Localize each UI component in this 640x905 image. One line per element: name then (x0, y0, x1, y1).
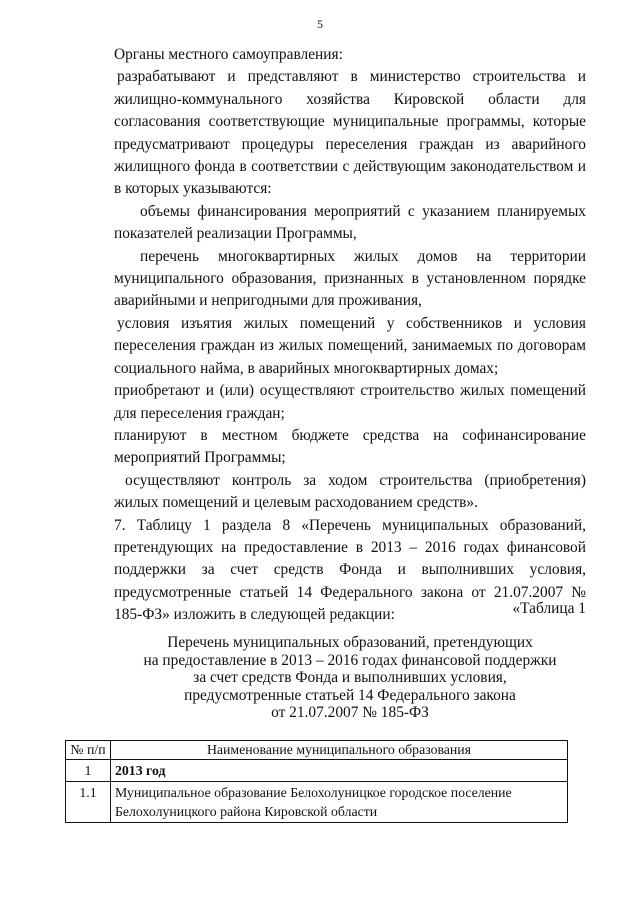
paragraph: объемы финансирования мероприятий с указанием планируемых показателей реализации Программы, (114, 202, 586, 243)
paragraph: осуществляют контроль за ходом строительства (приобретения) жилых помещений и целевым расходованием средств». (114, 471, 586, 512)
table-row (66, 782, 568, 823)
page-number: 5 (317, 17, 323, 31)
paragraph: Органы местного самоуправления: (114, 46, 343, 63)
table-title-line: от 21.07.2007 № 185-ФЗ (271, 704, 429, 721)
paragraph: разрабатывают и представляют в министерство строительства и жилищно-коммунального хозяйства Кировской области для согласования соответствующие муниципальные программы, которые предусматривают процедуры переселения граждан из аварийного жилищного фонда в соответствии с действующим законодательством и в которых указываются: (114, 68, 586, 198)
row-number: 1 (66, 760, 111, 782)
table-title-line: предусмотренные статьей 14 Федерального закона (184, 686, 516, 704)
table-row (66, 760, 568, 782)
header-number: № п/п (66, 741, 111, 760)
paragraph: перечень многоквартирных жилых домов на территории муниципального образования, признанных в установленном порядке аварийными и непригодными для проживания, (114, 247, 586, 310)
body-text (114, 44, 586, 627)
paragraph: приобретают и (или) осуществляют строительство жилых помещений для переселения граждан; (114, 382, 586, 422)
header-name: Наименование муниципального образования (111, 741, 568, 760)
paragraph: условия изъятия жилых помещений у собственников и условия переселения граждан из жилых помещений, занимаемых по договорам социального найма, в аварийных многоквартирных домах; (114, 314, 586, 377)
paragraph: планируют в местном бюджете средства на софинансирование мероприятий Программы; (114, 426, 586, 467)
table-body (66, 760, 568, 823)
row-number: 1.1 (66, 782, 111, 823)
table-title-line: Перечень муниципальных образований, претендующих (167, 634, 533, 651)
table-caption: «Таблица 1 (512, 600, 586, 617)
row-municipality-name: 2013 год (111, 760, 568, 782)
table-title (114, 634, 586, 722)
table-header-row (66, 741, 568, 760)
municipalities-table (65, 740, 568, 823)
table-title-line: за счет средств Фонда и выполнивших условия, (193, 669, 507, 686)
table-title-line: на предоставление в 2013 – 2016 годах финансовой поддержки (143, 651, 557, 669)
paragraph: 7. Таблицу 1 раздела 8 «Перечень муниципальных образований, претендующих на предоставление в 2013 – 2016 годах финансовой поддержки за счет средств Фонда и выполнивших условия, предусмотренные статьей 14 Федерального закона от 21.07.2007 № 185-ФЗ» изложить в следующей редакции: (114, 516, 586, 624)
row-municipality-name: Муниципальное образование Белохолуницкое городское поселение Белохолуницкого района Кировской области (111, 782, 568, 823)
